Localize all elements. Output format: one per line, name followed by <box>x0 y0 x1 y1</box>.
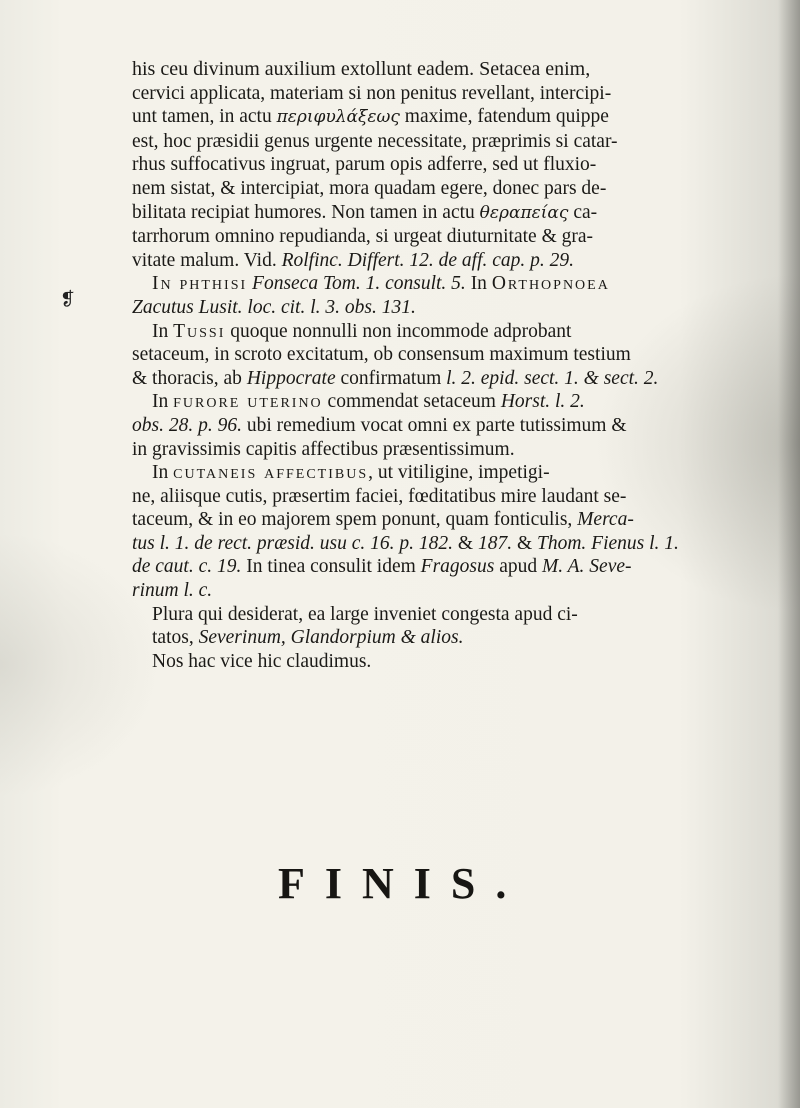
text-line <box>132 130 772 154</box>
text-segment: & <box>453 532 478 554</box>
text-segment: tatos, <box>152 627 199 649</box>
text-line <box>132 414 772 438</box>
term-smallcaps: cutaneis affectibus <box>173 462 369 484</box>
page-edge-shadow <box>778 0 800 1108</box>
text-segment: ne, aliisque cutis, præsertim faciei, fœditatibus mire laudant se- <box>132 485 627 507</box>
text-line <box>132 532 772 556</box>
text-segment: cervici applicata, materiam si non penitus revellant, intercipi- <box>132 82 612 104</box>
text-segment: in gravissimis capitis affectibus præsentissimum. <box>132 438 515 460</box>
text-line <box>132 272 772 296</box>
text-line <box>132 153 772 177</box>
text-segment: apud <box>494 556 542 578</box>
finis-heading: FINIS. <box>278 859 527 908</box>
text-segment: In <box>152 391 174 413</box>
citation-text: Rolfinc. Differt. 12. de aff. cap. p. 29. <box>281 249 575 271</box>
text-segment: unt tamen, in actu <box>132 106 277 128</box>
citation-text: Fonseca Tom. 1. consult. 5. <box>252 273 466 295</box>
text-line <box>132 650 772 674</box>
text-segment: Nos hac vice hic claudimus. <box>152 650 372 672</box>
text-segment: , ut vitiligine, impetigi- <box>368 462 550 484</box>
text-line <box>132 485 772 509</box>
citation-text: tus l. 1. de rect. præsid. usu c. 16. p. 182. <box>132 532 454 554</box>
text-line <box>132 58 772 82</box>
text-segment: commendat setaceum <box>322 391 501 413</box>
greek-word: περιφυλάξεως <box>276 107 400 128</box>
text-segment: In <box>152 320 174 342</box>
text-line <box>132 508 772 532</box>
text-segment: setaceum, in scroto excitatum, ob consensum maximum testium <box>132 344 631 366</box>
text-segment: quoque nonnulli non incommode adprobant <box>225 320 572 342</box>
term-smallcaps: furore uterino <box>173 391 323 413</box>
text-segment: his ceu divinum auxilium extollunt eadem. Setacea enim, <box>132 58 591 80</box>
text-line <box>132 177 772 201</box>
text-line <box>132 296 772 320</box>
text-segment: Plura qui desiderat, ea large inveniet congesta apud ci- <box>152 603 578 625</box>
text-line <box>132 201 772 226</box>
text-segment: tarrhorum omnino repudianda, si urgeat diuturnitate & gra- <box>132 226 594 248</box>
text-segment: In <box>465 273 492 295</box>
citation-text: l. 2. epid. sect. 1. & sect. 2. <box>446 367 659 389</box>
text-line <box>132 367 772 391</box>
citation-text: rinum l. c. <box>132 580 213 602</box>
text-segment: ubi remedium vocat omni ex parte tutissimum & <box>241 414 627 436</box>
term-smallcaps: In phthisi <box>152 273 248 295</box>
greek-word: θεραπείας <box>479 202 569 223</box>
text-segment: In tinea consulit idem <box>241 556 421 578</box>
citation-text: Zacutus Lusit. loc. cit. l. 3. obs. 131. <box>132 296 416 318</box>
text-line <box>132 343 772 367</box>
text-segment: confirmatum <box>335 367 447 389</box>
citation-text: Fragosus <box>420 556 495 578</box>
text-line <box>132 249 772 273</box>
text-segment: bilitata recipiat humores. Non tamen in actu <box>132 201 480 223</box>
citation-text: Merca- <box>577 509 634 531</box>
text-segment: maxime, fatendum quippe <box>399 106 609 128</box>
text-segment: In <box>152 462 174 484</box>
citation-text: M. A. Seve- <box>542 556 632 578</box>
term-smallcaps: Tussi <box>173 320 226 342</box>
citation-text: Hippocrate <box>246 367 336 389</box>
text-line <box>132 82 772 106</box>
text-segment: & <box>512 532 537 554</box>
margin-marker: ❡ <box>60 289 76 310</box>
citation-text: obs. 28. p. 96. <box>132 414 242 436</box>
term-smallcaps: Orthopnoea <box>491 273 610 295</box>
text-segment: & thoracis, ab <box>132 367 247 389</box>
text-line <box>132 603 772 627</box>
citation-text: de caut. c. 19. <box>132 556 242 578</box>
text-line <box>132 320 772 344</box>
text-line <box>132 438 772 462</box>
text-line <box>132 555 772 579</box>
text-segment: taceum, & in eo majorem spem ponunt, quam fonticulis, <box>132 509 578 531</box>
text-line <box>132 626 772 650</box>
text-line <box>132 390 772 414</box>
text-line <box>132 461 772 485</box>
text-line <box>132 105 772 130</box>
citation-text: Horst. l. 2. <box>500 391 585 413</box>
citation-text: Thom. Fienus l. 1. <box>537 532 679 554</box>
citation-text: 187. <box>477 532 513 554</box>
text-line <box>132 579 772 603</box>
text-segment: ca- <box>568 201 598 223</box>
text-segment: vitate malum. Vid. <box>132 249 282 271</box>
citation-text: Severinum, Glandorpium & alios. <box>198 627 464 649</box>
body-text <box>132 58 772 673</box>
text-line <box>132 225 772 249</box>
text-segment: est, hoc præsidii genus urgente necessitate, præprimis si catar- <box>132 130 618 152</box>
text-segment: nem sistat, & intercipiat, mora quadam egere, donec pars de- <box>132 177 607 199</box>
text-segment: rhus suffocativus ingruat, parum opis adferre, sed ut fluxio- <box>132 154 597 176</box>
